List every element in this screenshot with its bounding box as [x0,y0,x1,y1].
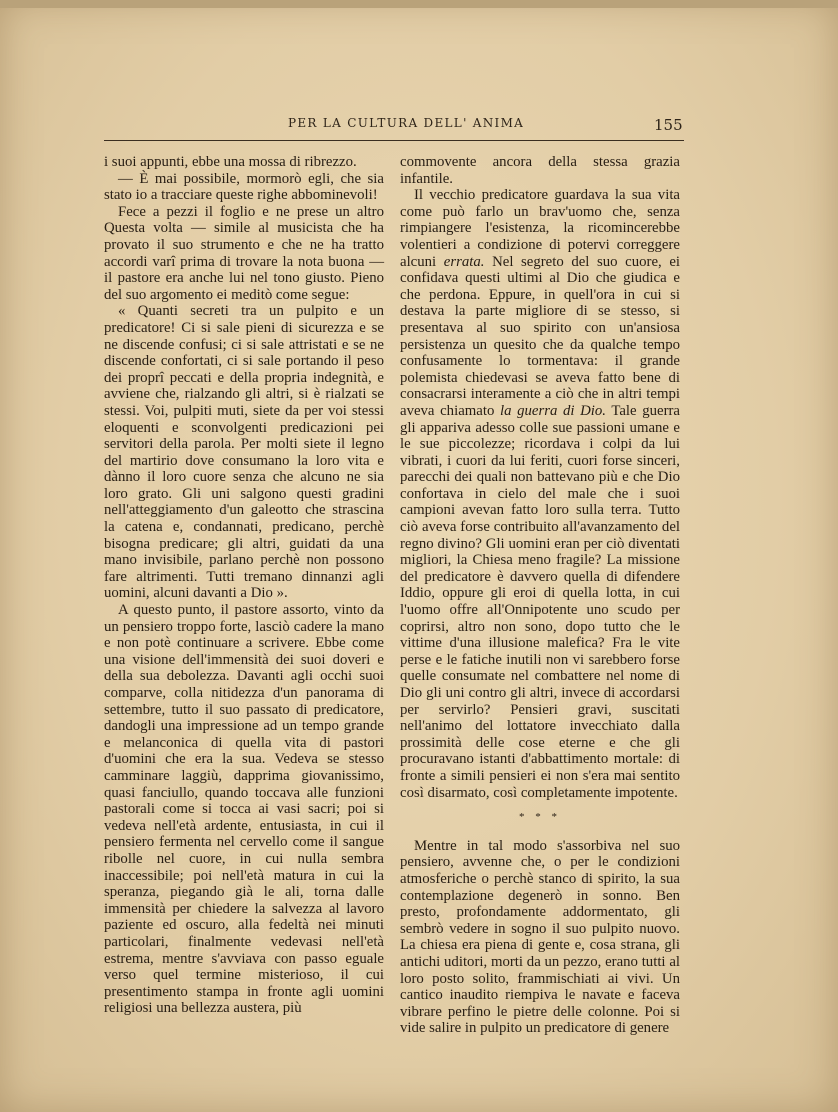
text-run: Nel segreto del suo cuore, ei confidava questi ultimi al Dio che giudica e che perdona. Eppure, in quell'ora in cui si destava la parte migliore di se stesso, si presentava al suo spirito con un'ansiosa persistenza un quesito che da qualche tempo confusamente lo tormentava: il grande polemista chiedevasi se aveva fatto bene di consacrarsi interamente a ciò che in altri tempi aveva chiamato [400,253,680,419]
text-run: Il vecchio predicatore guardava la sua vita come può farlo un brav'uomo che, senza rimpiangere l'esistenza, la ricomincerebbe volentieri a condizione di potervi correggere alcuni [400,187,680,270]
paragraph: A questo punto, il pastore assorto, vinto da un pensiero troppo forte, lasciò cadere la mano e non potè continuare a scrivere. Ebbe come una visione dell'immensità dei suoi doveri e della sua debolezza. Davanti agli occhi suoi comparve, colla nitidezza d'un panorama di settembre, tutto il suo passato di predicatore, dandogli una impressione ad un tempo grande e melanconica di quella vita di pastori d'uomini che era la sua. Vedeva se stesso camminare laggiù, dapprima giovanissimo, quasi fanciullo, quando toccava alle funzioni pastorali come si tocca ai vasi sacri; poi si vedeva nell'età ardente, entusiasta, in cui il pensiero fermenta nel cervello come il sangue ribolle nel cuore, in cui nulla sembra inaccessibile; poi nell'età matura in cui la speranza, piegando già le ali, torna dalle immensità per chiedere la salvezza al lavoro paziente ed oscuro, alla fedeltà nei minuti particolari, finalmente vedevasi nell'età estrema, mentre s'avviava con passo eguale verso quel termine misterioso, il cui presentimento stampa in fronte agli uomini religiosi una bellezza austera, più [104,602,384,1017]
italic-term: errata. [443,253,485,270]
page-top-edge [0,0,838,8]
paragraph: — È mai possibile, mormorò egli, che sia stato io a tracciare queste righe abbominevoli! [104,170,384,204]
paragraph: commovente ancora della stessa grazia infantile. [400,154,680,187]
page-number: 155 [654,116,683,134]
text-run: Tale guerra gli appariva adesso colle sue passioni umane e le sue piccolezze; ricordava i colpi da lui vibrati, i cuori da lui feriti, cuori forse sinceri, parecchi dei quali non battevano più e che Dio confortava in cielo del male che i suoi campioni avevan fatto loro sulla terra. Tutto ciò aveva forse contribuito all'avanzamento del regno divino? Gli uomini eran per ciò diventati migliori, la Chiesa meno fragile? La missione del predicatore è davvero quella di difendere Iddio, oppure gli eroi di quella lotta, in cui l'uomo offre all'Onnipotente uno scudo per coprirsi, altro non sono, dopo tutto che le vittime d'una illusione malefica? Fra le vite perse e le fatiche inutili non vi sarebbero forse quelle consumate nel combattere nel nome di Dio gli uni contro gli altri, invece di accordarsi per servirlo? Pensieri gravi, suscitati nell'animo del lottatore invecchiato dalla prossimità delle cose eterne e che gli procuravano istanti d'abbattimento mortale: di fronte a simili pensieri ei non s'era mai sentito così disarmato, così completamente impotente. [400,402,680,801]
header-rule [104,140,684,141]
italic-term: la guerra di Dio. [499,402,606,419]
running-header [104,110,684,144]
running-title: PER LA CULTURA DELL' ANIMA [288,116,525,130]
paragraph: i suoi appunti, ebbe una mossa di ribrezzo. [104,154,357,170]
paragraph: Mentre in tal modo s'assorbiva nel suo pensiero, avvenne che, o per le condizioni atmosferiche o perchè stanco di spirito, la sua contemplazione degenerò in sonno. Ben presto, profondamente addormentato, gli sembrò vedere in sogno il suo pulpito nuovo. La chiesa era piena di gente e, cosa strana, gli antichi uditori, morti da un pezzo, erano tutti al loro posto solito, frammischiati ai vivi. Un cantico inaudito riempiva le navate e faceva vibrare perfino le pietre delle colonne. Poi si vide salire in pulpito un predicatore di genere [400,837,680,1037]
paragraph: Fece a pezzi il foglio e ne prese un altro Questa volta — simile al musicista che ha provato il suo strumento e che ne ha tratto accordi varî prima di trovare la nota buona — il pastore era anche lui nel tono giusto. Pieno del suo argomento ei meditò come segue: [104,203,384,303]
right-column [400,154,680,1037]
paragraph [400,187,680,801]
paragraph: « Quanti secreti tra un pulpito e un predicatore! Ci si sale pieni di sicurezza e se ne discende confusi; ci si sale attristati e se ne discende confortati, ci si sale portando il peso dei proprî peccati e della propria indegnità, e avviene che, rialzando gli altri, si è rialzati se stessi. Voi, pulpiti muti, siete da per voi stessi eloquenti e sconvolgenti predicazioni pei servitori della parola. Per molti siete il legno del martirio dove consumano la loro vita e dànno il loro cuore senza che alcuno ne sia loro grato. Gli uni salgono questi gradini nell'atteggiamento d'un galeotto che strascina la catena e, condannati, predicano, perchè bisogna predicare; gli altri, guidati da una mano invisibile, parlano perchè non possono fare altrimenti. Tutti tremano dinnanzi agli uomini, alcuni davanti a Dio ». [104,303,384,602]
section-separator: * * * [519,811,561,824]
left-column [104,154,384,1017]
